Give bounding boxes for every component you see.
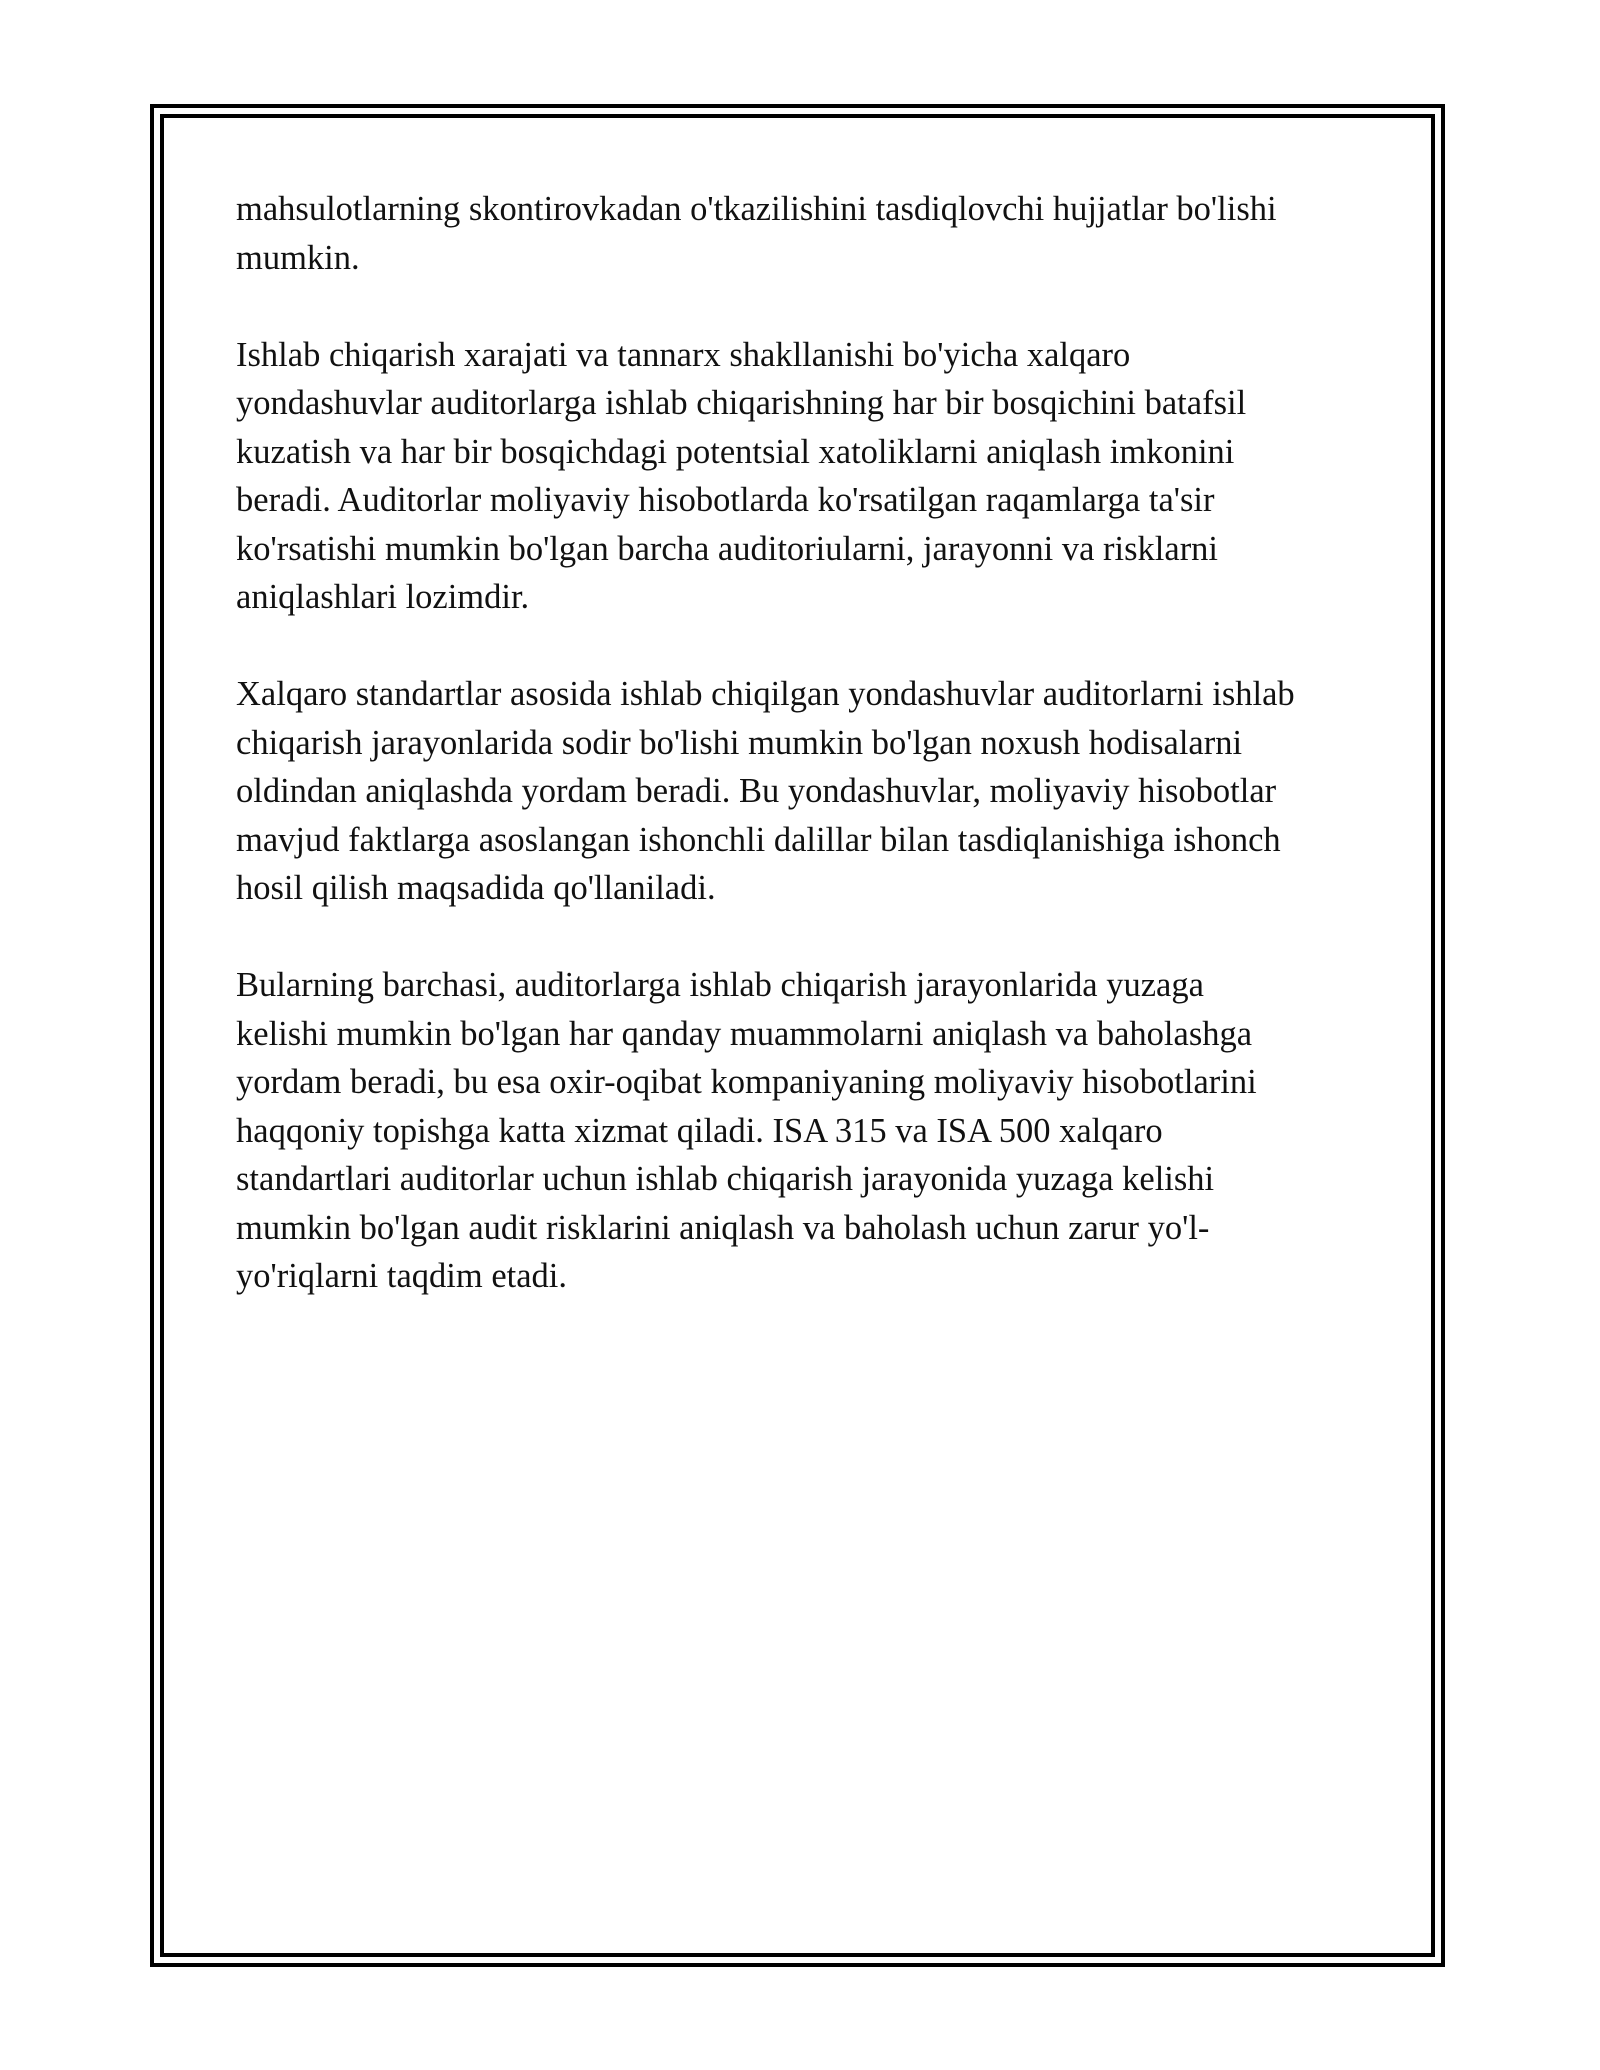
text-line: Xalqaro standartlar asosida ishlab chiqilgan yondashuvlar auditorlarni ishlab [236,675,1295,713]
text-line: kelishi mumkin bo'lgan har qanday muammolarni aniqlash va baholashga [236,1014,1253,1053]
text-line: hosil qilish maqsadida qo'llaniladi. [236,869,716,907]
text-line: beradi. Auditorlar moliyaviy hisobotlarda ko'rsatilgan raqamlarga ta'sir [236,481,1215,519]
text-line: chiqarish jarayonlarida sodir bo'lishi mumkin bo'lgan noxush hodisalarni [236,723,1243,762]
text-line: yondashuvlar auditorlarga ishlab chiqarishning har bir bosqichini batafsil [236,384,1247,422]
text-line: mumkin. [236,238,360,277]
text-line: Ishlab chiqarish xarajati va tannarx shakllanishi bo'yicha xalqaro [236,335,1131,374]
text-line: yo'riqlarni taqdim etadi. [236,1257,568,1295]
text-line: ko'rsatishi mumkin bo'lgan barcha auditoriularni, jarayonni va risklarni [236,529,1219,568]
text-line: mavjud faktlarga asoslangan ishonchli dalillar bilan tasdiqlanishiga ishonch [236,820,1281,859]
paragraph [236,670,1376,913]
text-line: mumkin bo'lgan audit risklarini aniqlash va baholash uchun zarur yo'l- [236,1208,1210,1247]
text-line: aniqlashlari lozimdir. [236,578,530,616]
text-line: oldindan aniqlashda yordam beradi. Bu yondashuvlar, moliyaviy hisobotlar [236,772,1277,810]
text-line: standartlari auditorlar uchun ishlab chiqarish jarayonida yuzaga kelishi [236,1160,1215,1198]
text-line: kuzatish va har bir bosqichdagi potentsial xatoliklarni aniqlash imkonini [236,432,1235,471]
paragraph [236,961,1376,1301]
paragraph [236,331,1376,622]
text-line: yordam beradi, bu esa oxir-oqibat kompaniyaning moliyaviy hisobotlarini [236,1063,1257,1101]
text-line: mahsulotlarning skontirovkadan o'tkazilishini tasdiqlovchi hujjatlar bo'lishi [236,190,1277,228]
text-line: haqqoniy topishga katta xizmat qiladi. ISA 315 va ISA 500 xalqaro [236,1111,1163,1150]
paragraph [236,185,1376,282]
document-body [236,185,1376,1349]
text-line: Bularning barchasi, auditorlarga ishlab chiqarish jarayonlarida yuzaga [236,966,1204,1004]
